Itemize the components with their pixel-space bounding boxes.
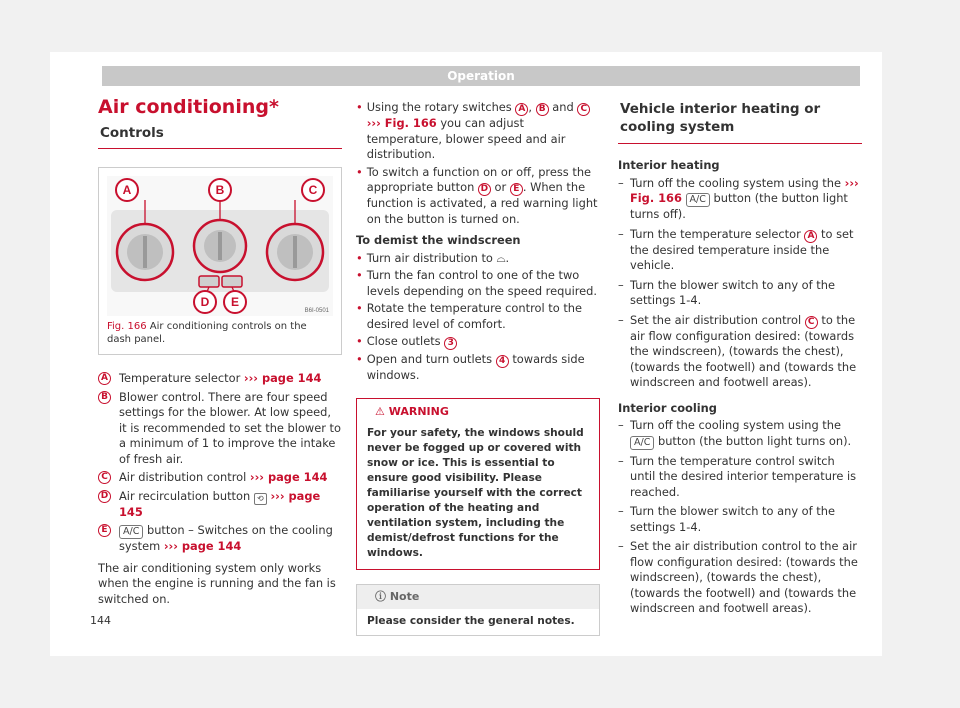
step-item: – Turn the blower switch to any of the settings 1-4. [618,504,862,535]
bullet-text: . When the function is activated, a red warning light on the button is turned on. [366,180,598,226]
bullet-item: • Close outlets 3 [356,334,600,350]
step-item: – Set the air distribution control to the air flow configuration desired: (towards the windscreen), (towards the chest), (towards the footwell) and (towards the windscreen and footwell areas). [618,539,858,615]
callout-a: A [122,183,132,197]
legend-text: Blower control. There are four speed settings for the blower. At low speed, it is recommended to set the blower to a minimum of 1 to improve the intake of fresh air. [119,389,341,466]
page-title: Air conditioning* [98,96,279,118]
ref-badge-d: D [478,183,491,196]
ref-badge-c: C [577,103,590,116]
ref-badge-a: A [804,230,817,243]
callout-e: E [230,295,240,309]
legend-text: Air distribution control [119,470,247,484]
legend-item [98,390,342,468]
bullet-item: • Open and turn outlets 4 towards side windows. [356,352,585,382]
section-header: Operation [102,66,860,86]
legend-text: button – Switches on the cooling system [119,523,333,553]
note-body: Please consider the general notes. [367,614,575,627]
legend-key: C [98,471,111,484]
step-item: – Turn the temperature selector A to set the desired temperature inside the vehicle. [618,226,854,272]
windscreen-icon: ⌓ [496,250,506,265]
legend-text: Temperature selector [119,371,241,385]
legend-text: Air recirculation button [119,488,251,503]
figure-link[interactable]: ››› Fig. 166 [366,116,437,130]
legend-item [98,371,342,387]
bullet-item: • Turn air distribution to ⌓. [356,250,510,265]
bullet-text: Open and turn outlets [366,352,493,366]
note-box [356,584,600,636]
step-item: – Set the air distribution control C to the air flow configuration desired: (towards the windscreen), (towards the chest), (towards the footwell) and (towards the windscreen and footwell areas). [618,312,857,389]
heading-interior-cooling: Interior cooling [618,400,717,415]
figure-166 [98,167,342,355]
legend-key: E [98,524,111,537]
bullet-text: and [552,100,574,114]
figure-code: B6I-0501 [304,308,329,314]
legend-key: A [98,372,111,385]
ac-key: A/C [119,525,143,539]
page-link[interactable]: ››› page 145 [119,488,321,519]
step-item: – Turn the blower switch to any of the settings 1-4. [618,278,862,309]
section-subtitle: Controls [100,124,164,141]
step-item: – Turn off the cooling system using the A/C button (the button light turns on). [618,418,852,448]
legend-item [98,470,342,486]
step-text: Turn off the cooling system using the [630,175,842,190]
note-title: Note [389,590,420,603]
legend-key: D [98,490,111,503]
bullet-text: Rotate the temperature control to the desired level of comfort. [366,301,583,331]
manual-page [50,52,882,656]
step-text: Turn the temperature selector [630,226,801,241]
legend-item [98,489,342,521]
page-link[interactable]: ››› page 144 [163,539,242,553]
callout-d: D [200,295,210,309]
step-text: Turn off the cooling system using the [630,418,842,432]
figure-caption-text: Air conditioning controls on the dash panel. [107,321,307,345]
step-text: Turn the blower switch to any of the settings 1-4. [630,277,835,307]
bullet-text: Using the rotary switches [366,100,512,114]
callout-b: B [215,183,225,197]
ref-badge-c: C [805,316,818,329]
warning-body: For your safety, the windows should never be fogged up or covered with snow or ice. This is essential to ensure good visibility. Please familiarise yourself with the correct operation of the heating and ventilation system, including the demist/defrost functions for the windows. [367,427,584,559]
figure-link[interactable]: ››› Fig. 166 [630,175,859,205]
outlet-badge-4: 4 [496,355,509,368]
ref-badge-b: B [536,103,549,116]
step-text: button (the button light turns off). [630,191,848,221]
recirculation-icon: ⟲ [254,493,267,505]
section-title: Vehicle interior heating or cooling system [620,101,821,135]
outlet-badge-3: 3 [444,337,457,350]
step-text: Set the air distribution control to the air flow configuration desired: [630,539,857,569]
ac-key: A/C [630,436,654,450]
heading-interior-heating: Interior heating [618,158,720,172]
legend-key: B [98,391,111,404]
step-text: (towards the windscreen), (towards the chest), (towards the footwell) and (towards the windscreen and footwell areas). [630,328,857,389]
warning-box [356,398,600,571]
step-text: to set the desired temperature inside the vehicle. [630,226,854,272]
note-icon: ⓘ [375,590,386,603]
page-number: 144 [90,614,111,627]
column-middle [356,100,600,636]
figure-caption [107,320,333,346]
column-left [98,96,342,607]
bullet-text: To switch a function on or off, press the appropriate button [366,164,592,194]
controls-legend [98,371,342,555]
step-text: Turn the temperature control switch until the desired interior temperature is reached. [630,453,857,499]
figure-label: Fig. 166 [107,321,147,332]
page-link[interactable]: ››› page 144 [243,371,322,385]
column-right [618,100,862,621]
bullet-text: Close outlets [366,334,441,348]
ref-badge-a: A [515,103,528,116]
warning-title: WARNING [388,404,449,418]
bullet-item: • Using the rotary switches A , B and C ››› Fig. 166 you can adjust temperature, blower speed and air distribution. [356,100,600,163]
step-text: (towards the windscreen), (towards the chest), (towards the footwell) and (towards the windscreen and footwell areas). [630,554,858,615]
bullet-text: Turn air distribution to [366,250,493,265]
page-link[interactable]: ››› page 144 [249,470,328,484]
step-text: Set the air distribution control [630,312,802,327]
ref-badge-e: E [510,183,523,196]
step-text: Turn the blower switch to any of the settings 1-4. [630,504,835,534]
title-divider [98,148,342,149]
warning-icon: ⚠ [375,404,385,418]
bullet-text: you can adjust temperature, blower speed and air distribution. [366,116,566,161]
title-divider [618,143,862,144]
step-item: – Turn the temperature control switch until the desired interior temperature is reached. [618,454,862,501]
info-paragraph: The air conditioning system only works when the engine is running and the fan is switched on. [98,560,336,606]
demist-heading: To demist the windscreen [356,233,521,247]
legend-item [98,523,342,555]
bullet-item: • To switch a function on or off, press the appropriate button D or E . When the function is activated, a red warning light on the button is turned on. [356,164,598,226]
step-item: – Turn off the cooling system using the ››› Fig. 166 A/C button (the button light turns off). [618,175,859,221]
ac-controls-illustration [107,176,333,316]
ac-key: A/C [686,193,710,207]
bullet-text: or [494,180,507,194]
bullet-item: • Rotate the temperature control to the desired level of comfort. [356,301,600,332]
callout-c: C [308,183,318,197]
step-text: button (the button light turns on). [657,433,852,448]
bullet-text: towards side windows. [366,352,585,382]
step-text: to the air flow configuration desired: [630,312,856,343]
bullet-item: • Turn the fan control to one of the two levels depending on the speed required. [356,268,600,299]
bullet-text: Turn the fan control to one of the two levels depending on the speed required. [366,268,598,298]
